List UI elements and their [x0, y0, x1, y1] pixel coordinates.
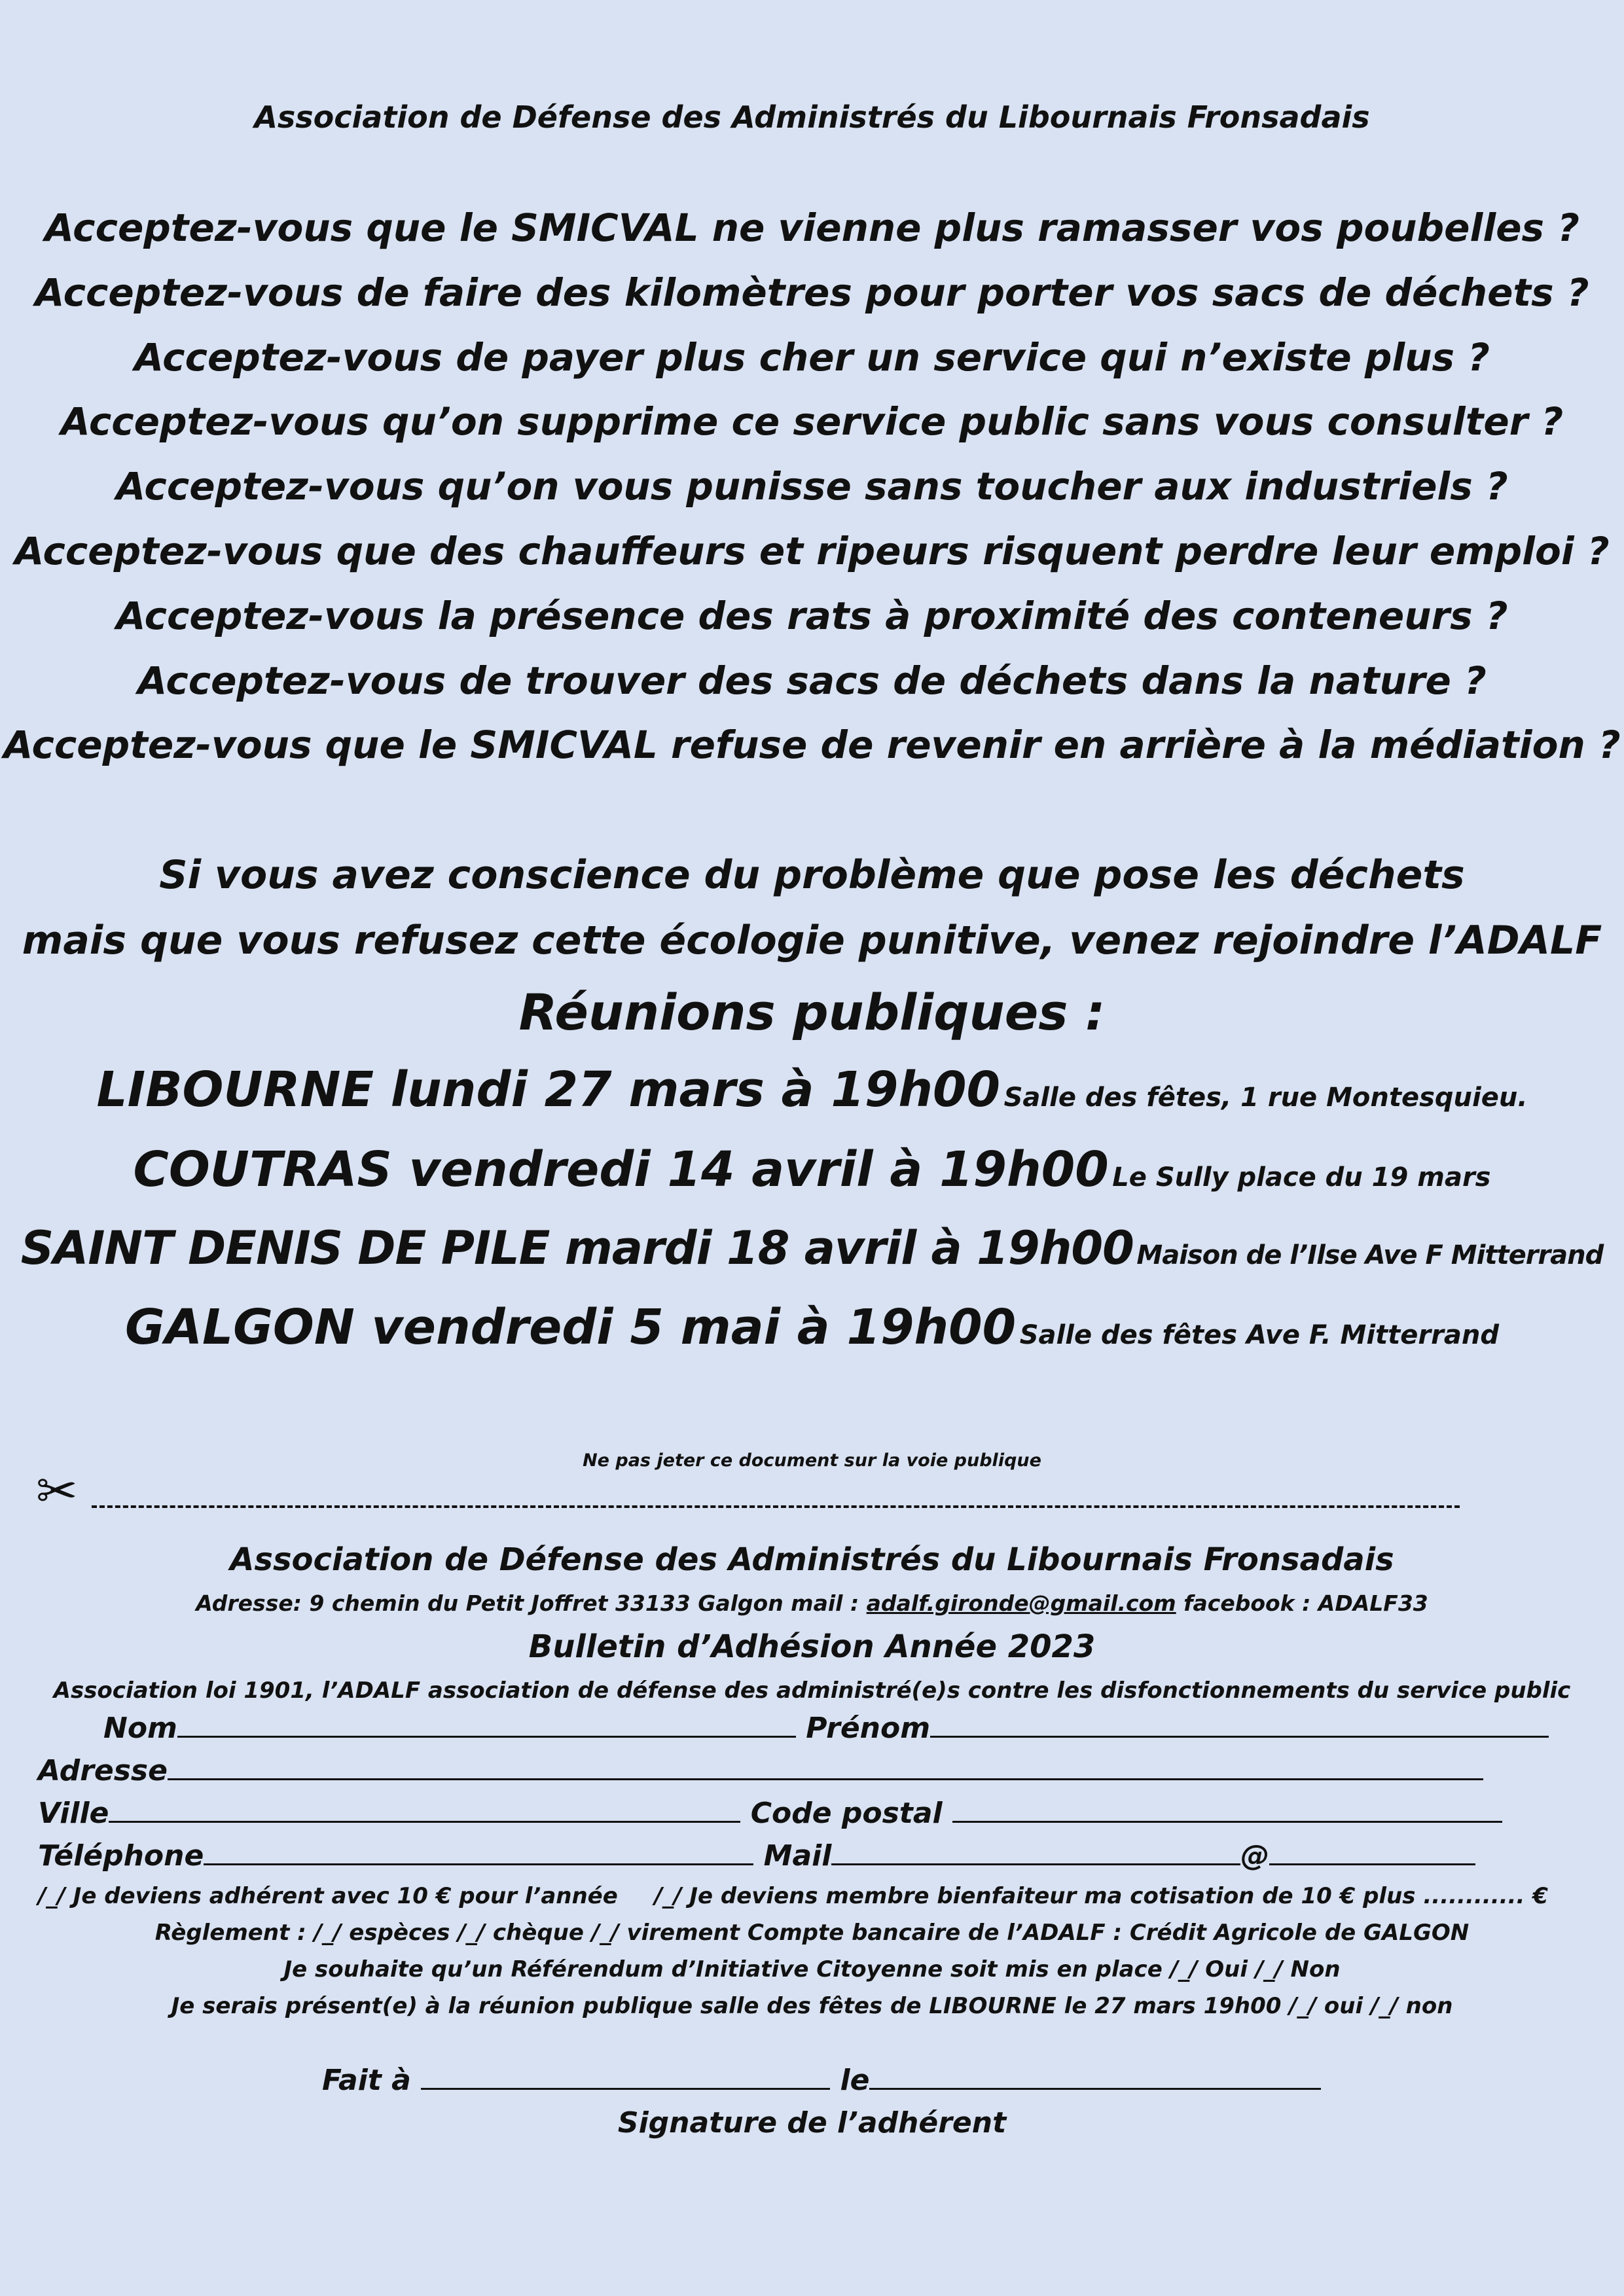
- bulletin-title: Bulletin d’Adhésion Année 2023: [528, 1628, 1096, 1665]
- association-header: Association de Défense des Administrés du Libournais Fronsadais: [254, 99, 1370, 135]
- meeting-coutras: [0, 1141, 1624, 1198]
- email-link[interactable]: adalf.gironde@gmail.com: [866, 1590, 1176, 1616]
- notice-text: Ne pas jeter ce document sur la voie publique: [583, 1450, 1041, 1471]
- meeting-libourne: [0, 1062, 1624, 1118]
- meeting-main: LIBOURNE lundi 27 mars à 19h00: [96, 1062, 1001, 1118]
- adresse-row: [38, 1754, 1483, 1787]
- ville-field[interactable]: [109, 1797, 740, 1823]
- code-postal-field[interactable]: [952, 1797, 1502, 1823]
- reglement-row[interactable]: Règlement : /_/ espèces /_/ chèque /_/ virement Compte bancaire de l’ADALF : Crédit Agricole de GALGON: [154, 1920, 1470, 1946]
- nom-field[interactable]: [177, 1712, 796, 1738]
- meeting-place: Salle des fêtes, 1 rue Montesquieu.: [1003, 1083, 1528, 1113]
- mail-domain-field[interactable]: [1269, 1840, 1475, 1865]
- facebook-text: facebook : ADALF33: [1176, 1590, 1428, 1616]
- meeting-place: Le Sully place du 19 mars: [1112, 1162, 1491, 1193]
- question-9: Acceptez-vous que le SMICVAL refuse de revenir en arrière à la médiation ?: [3, 723, 1621, 767]
- ville-row: [38, 1797, 1502, 1830]
- question-2: Acceptez-vous de faire des kilomètres pour porter vos sacs de déchets ?: [35, 270, 1589, 315]
- meeting-place: Maison de l’Ilse Ave F Mitterrand: [1136, 1240, 1604, 1270]
- presence-row[interactable]: Je serais présent(e) à la réunion publique salle des fêtes de LIBOURNE le 27 mars 19h00 /_/ oui /_/ non: [171, 1993, 1453, 2019]
- address-text: Adresse: 9 chemin du Petit Joffret 33133 Galgon mail :: [196, 1590, 867, 1616]
- signature-label: Signature de l’adhérent: [617, 2106, 1007, 2140]
- code-postal-label: Code postal: [750, 1797, 943, 1830]
- nom-row: [103, 1712, 1549, 1745]
- meetings-title: Réunions publiques :: [518, 983, 1106, 1041]
- telephone-row: [38, 1839, 1475, 1873]
- question-7: Acceptez-vous la présence des rats à proximité des conteneurs ?: [116, 594, 1508, 638]
- meeting-main: COUTRAS vendredi 14 avril à 19h00: [133, 1141, 1109, 1198]
- le-label: le: [840, 2064, 870, 2097]
- meeting-saint-denis: [0, 1221, 1624, 1275]
- loi-text: Association loi 1901, l’ADALF association de défense des administré(e)s contre les disfonctionnements du service public: [53, 1677, 1571, 1704]
- at-sign: @: [1240, 1839, 1270, 1873]
- meeting-main: GALGON vendredi 5 mai à 19h00: [125, 1299, 1017, 1355]
- adresse-field[interactable]: [168, 1755, 1483, 1780]
- referendum-row[interactable]: Je souhaite qu’un Référendum d’Initiative Citoyenne soit mis en place /_/ Oui /_/ Non: [283, 1956, 1341, 1982]
- question-6: Acceptez-vous que des chauffeurs et ripeurs risquent perdre leur emploi ?: [14, 529, 1610, 573]
- prenom-label: Prénom: [806, 1712, 931, 1745]
- bienfaiteur-option[interactable]: /_/ Je deviens membre bienfaiteur ma cotisation de 10 € plus ............ €: [654, 1883, 1548, 1909]
- telephone-label: Téléphone: [38, 1839, 204, 1873]
- cut-line: [92, 1505, 1460, 1508]
- mail-field[interactable]: [831, 1840, 1240, 1865]
- scissors-icon: ✂: [36, 1462, 78, 1520]
- question-4: Acceptez-vous qu’on supprime ce service public sans vous consulter ?: [60, 399, 1564, 444]
- adherent-option[interactable]: /_/ Je deviens adhérent avec 10 € pour l’année: [38, 1883, 618, 1909]
- telephone-field[interactable]: [204, 1840, 753, 1865]
- adresse-label: Adresse: [38, 1754, 168, 1787]
- membership-row: [38, 1883, 1548, 1909]
- meeting-galgon: [0, 1299, 1624, 1355]
- date-field[interactable]: [869, 2064, 1321, 2090]
- meeting-main: SAINT DENIS DE PILE mardi 18 avril à 19h00: [20, 1221, 1134, 1275]
- form-association: Association de Défense des Administrés du Libournais Fronsadais: [230, 1541, 1394, 1578]
- appeal-line-2: mais que vous refusez cette écologie punitive, venez rejoindre l’ADALF: [22, 918, 1602, 963]
- question-1: Acceptez-vous que le SMICVAL ne vienne plus ramasser vos poubelles ?: [45, 206, 1579, 250]
- fait-row: [322, 2064, 1321, 2097]
- appeal-line-1: Si vous avez conscience du problème que pose les déchets: [159, 852, 1465, 898]
- question-5: Acceptez-vous qu’on vous punisse sans toucher aux industriels ?: [116, 464, 1508, 509]
- question-3: Acceptez-vous de payer plus cher un service qui n’existe plus ?: [134, 335, 1490, 380]
- ville-label: Ville: [38, 1797, 109, 1830]
- question-8: Acceptez-vous de trouver des sacs de déchets dans la nature ?: [137, 658, 1487, 703]
- meeting-place: Salle des fêtes Ave F. Mitterrand: [1019, 1320, 1499, 1350]
- fait-field[interactable]: [421, 2064, 830, 2090]
- fait-label: Fait à: [322, 2064, 411, 2097]
- nom-label: Nom: [103, 1712, 177, 1745]
- prenom-field[interactable]: [930, 1712, 1549, 1738]
- mail-label: Mail: [763, 1839, 832, 1873]
- form-address: [0, 1590, 1624, 1616]
